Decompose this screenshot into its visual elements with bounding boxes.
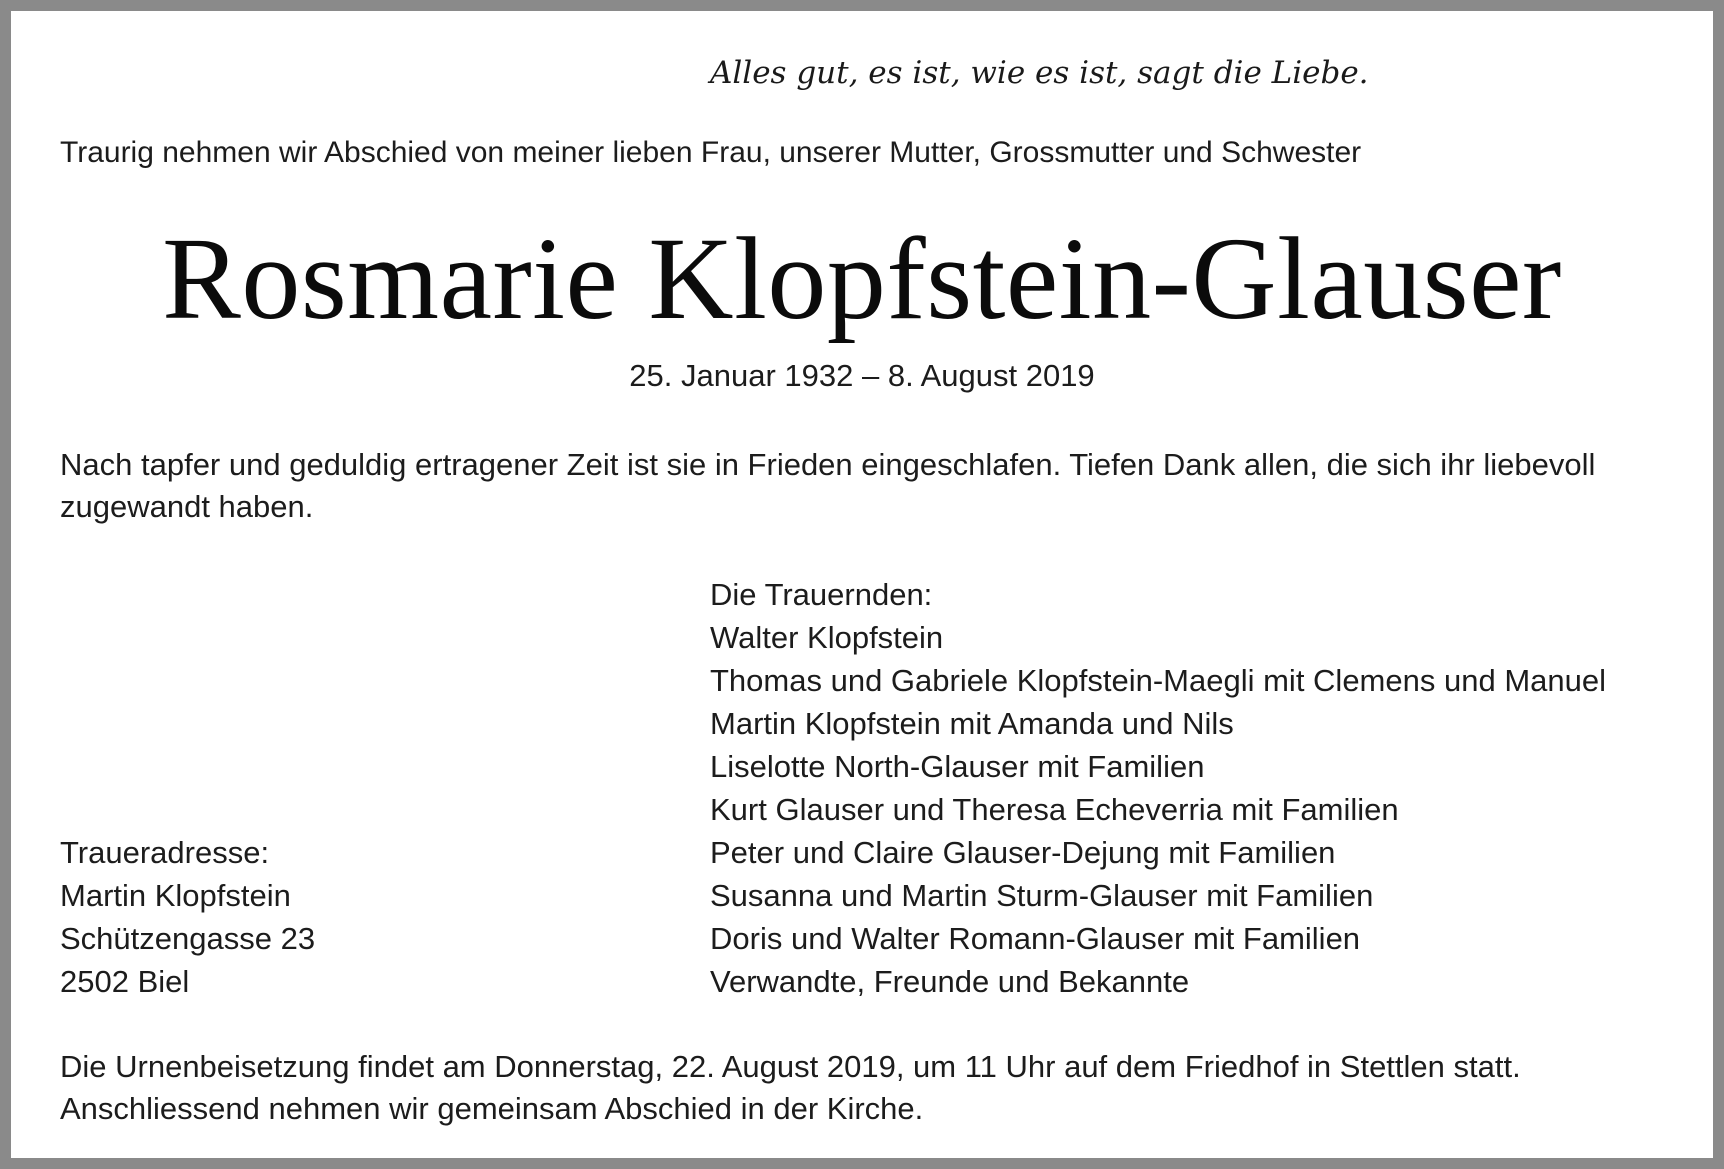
address-street: Schützengasse 23 <box>60 921 316 956</box>
mourner-entry: Liselotte North-Glauser mit Familien <box>710 749 1205 784</box>
mourners-heading: Die Trauernden: <box>710 577 933 612</box>
mourner-entry: Walter Klopfstein <box>710 620 944 655</box>
motto-quote: Alles gut, es ist, wie es ist, sagt die Liebe. <box>710 55 1369 91</box>
address-name: Martin Klopfstein <box>60 878 291 913</box>
message-paragraph: Nach tapfer und geduldig ertragener Zeit ist sie in Frieden eingeschlafen. Tiefen Dank allen, die sich ihr liebevoll zugewandt haben. <box>60 447 1596 524</box>
mourner-entry: Thomas und Gabriele Klopfstein-Maegli mit Clemens und Manuel <box>710 663 1606 698</box>
mourner-entry: Doris und Walter Romann-Glauser mit Familien <box>710 921 1361 956</box>
life-dates: 25. Januar 1932 – 8. August 2019 <box>629 358 1095 393</box>
intro-text: Traurig nehmen wir Abschied von meiner lieben Frau, unserer Mutter, Grossmutter und Schwester <box>60 136 1362 169</box>
address-city: 2502 Biel <box>60 964 190 999</box>
mourner-entry: Verwandte, Freunde und Bekannte <box>710 964 1190 999</box>
obituary-notice <box>11 11 1713 1158</box>
deceased-name: Rosmarie Klopfstein-Glauser <box>162 213 1562 344</box>
mourner-entry: Kurt Glauser und Theresa Echeverria mit Familien <box>710 792 1399 827</box>
mourner-entry: Peter und Claire Glauser-Dejung mit Familien <box>710 835 1336 870</box>
mourner-entry: Martin Klopfstein mit Amanda und Nils <box>710 706 1234 741</box>
mourning-address <box>60 831 315 1003</box>
address-heading: Traueradresse: <box>60 835 270 870</box>
mourners-list <box>710 573 1606 1003</box>
closing-paragraph: Die Urnenbeisetzung findet am Donnerstag, 22. August 2019, um 11 Uhr auf dem Friedhof in Stettlen statt. Anschliessend nehmen wir gemeinsam Abschied in der Kirche. <box>60 1049 1521 1126</box>
mourner-entry: Susanna und Martin Sturm-Glauser mit Familien <box>710 878 1374 913</box>
